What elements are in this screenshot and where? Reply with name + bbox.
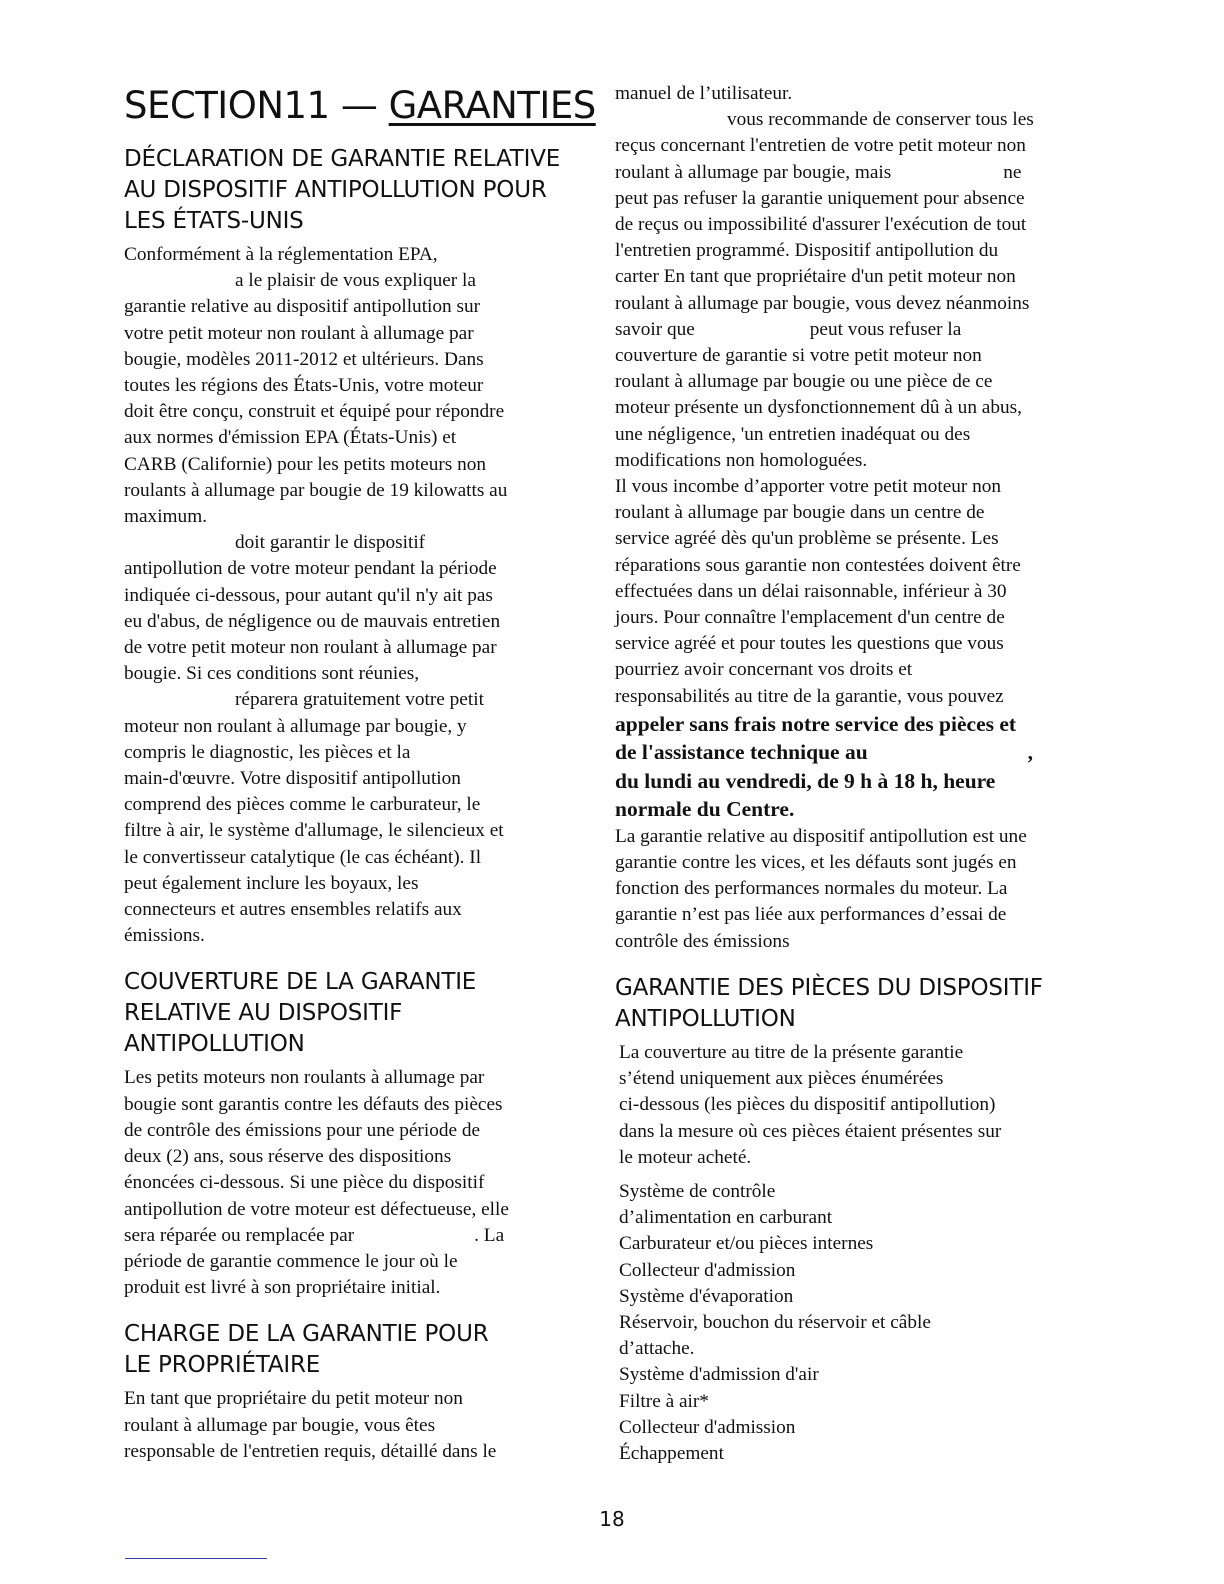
list-item: Échappement (619, 1442, 724, 1464)
paragraph-parts-coverage: La couverture au titre de la présente garantie s’étend uniquement aux pièces énumérées ci-dessous (les pièces du dispositif antipollution) dans la mesure où ces pièces étaient présentes sur le moteur acheté. (619, 1041, 1002, 1168)
list-item: Collecteur d'admission (619, 1416, 796, 1438)
paragraph-warranty-obligation: doit garantir le dispositif antipollution de votre moteur pendant la période indiquée ci-dessous, pour autant qu'il n'y ait pas eu d'abus, de négligence ou de mauvais entretien de votre petit moteur non roulant à allumage par bougie. Si ces conditions sont réunies, réparera gratuitement votre petit moteur non roulant à allumage par bougie, y compris le diagnostic, les pièces et la main-d'œuvre. Votre dispositif antipollution comprend des pièces comme le carburateur, le filtre à air, le système d'allumage, le silencieux et le convertisseur catalytique (le cas échéant). Il peut également inclure les boyaux, les connecteurs et autres ensembles relatifs aux émissions. (124, 532, 504, 947)
paragraph-owner-maintenance: En tant que propriétaire du petit moteur non roulant à allumage par bougie, vous êtes responsable de l'entretien requis, détaillé dans le (124, 1388, 497, 1462)
paragraph-service-center: Il vous incombe d’apporter votre petit moteur non roulant à allumage par bougie dans un centre de service agréé dès qu'un problème se présente. Les réparations sous garantie non contestées doivent être effectuées dans un délai raisonnable, inférieur à 30 jours. Pour connaître l'emplacement d'un centre de service agréé et pour toutes les questions que vous pourriez avoir concernant vos droits et responsabilités au titre de la garantie, vous pouvez (615, 476, 1021, 707)
page-number: 18 (599, 1507, 625, 1531)
emission-parts-list (615, 1179, 1093, 1467)
heading-us-emission-warranty: DÉCLARATION DE GARANTIE RELATIVE AU DISPOSITIF ANTIPOLLUTION POUR LES ÉTATS-UNIS (124, 146, 561, 234)
list-item: Système de contrôle (619, 1180, 776, 1202)
list-item: d’attache. (619, 1338, 695, 1360)
right-column (615, 81, 1093, 1467)
heading-warranty-coverage: COUVERTURE DE LA GARANTIE RELATIVE AU DISPOSITIF ANTIPOLLUTION (124, 969, 477, 1058)
list-item: Réservoir, bouchon du réservoir et câble (619, 1311, 931, 1333)
paragraph-coverage-details: Les petits moteurs non roulants à allumage par bougie sont garantis contre les défauts des pièces de contrôle des émissions pour une période de deux (2) ans, sous réserve des dispositions énoncées ci-dessous. Si une pièce du dispositif antipollution de votre moteur est défectueuse, elle sera réparée ou remplacée par . La période de garantie commence le jour où le produit est livré à son propriétaire initial. (124, 1067, 509, 1299)
list-item: Système d'admission d'air (619, 1364, 819, 1386)
paragraph-epa-intro: Conformément à la réglementation EPA, a le plaisir de vous expliquer la garantie relative au dispositif antipollution sur votre petit moteur non roulant à allumage par bougie, modèles 2011-2012 et ultérieurs. Dans toutes les régions des États-Unis, votre moteur doit être conçu, construit et équipé pour répondre aux normes d'émission EPA (États-Unis) et CARB (Californie) pour les petits moteurs non roulants à allumage par bougie de 19 kilowatts au maximum. (124, 244, 508, 528)
list-item: Filtre à air* (619, 1390, 709, 1412)
list-item: d’alimentation en carburant (619, 1207, 833, 1229)
heading-owner-responsibility: CHARGE DE LA GARANTIE POUR LE PROPRIÉTAIRE (124, 1321, 489, 1379)
paragraph-warranty-defects: La garantie relative au dispositif antipollution est une garantie contre les vices, et les défauts sont jugés en fonction des performances normales du moteur. La garantie n’est pas liée aux performances d’essai de contrôle des émissions (615, 825, 1027, 952)
paragraph-support-contact: appeler sans frais notre service des pièces et de l'assistance technique au , du lundi au vendredi, de 9 h à 18 h, heure normale du Centre. (615, 711, 1034, 822)
footnote-divider (125, 1558, 267, 1559)
list-item: Système d'évaporation (619, 1285, 794, 1307)
page-title: SECTION11 — GARANTIES (124, 84, 596, 127)
list-item: Collecteur d'admission (619, 1259, 796, 1281)
list-item: Carburateur et/ou pièces internes (619, 1233, 874, 1255)
paragraph-receipts: manuel de l’utilisateur. vous recommande de conserver tous les reçus concernant l'entretien de votre petit moteur non roulant à allumage par bougie, mais ne peut pas refuser la garantie uniquement pour absence de reçus ou impossibilité d'assurer l'exécution de tout l'entretien programmé. Dispositif antipollution du carter En tant que propriétaire d'un petit moteur non roulant à allumage par bougie, vous devez néanmoins savoir que peut vous refuser la couverture de garantie si votre petit moteur non roulant à allumage par bougie ou une pièce de ce moteur présente un dysfonctionnement dû à un abus, une négligence, 'un entretien inadéquat ou des modifications non homologuées. (615, 83, 1034, 471)
heading-parts-warranty: GARANTIE DES PIÈCES DU DISPOSITIF ANTIPOLLUTION (615, 974, 1043, 1032)
left-column (124, 78, 596, 1465)
